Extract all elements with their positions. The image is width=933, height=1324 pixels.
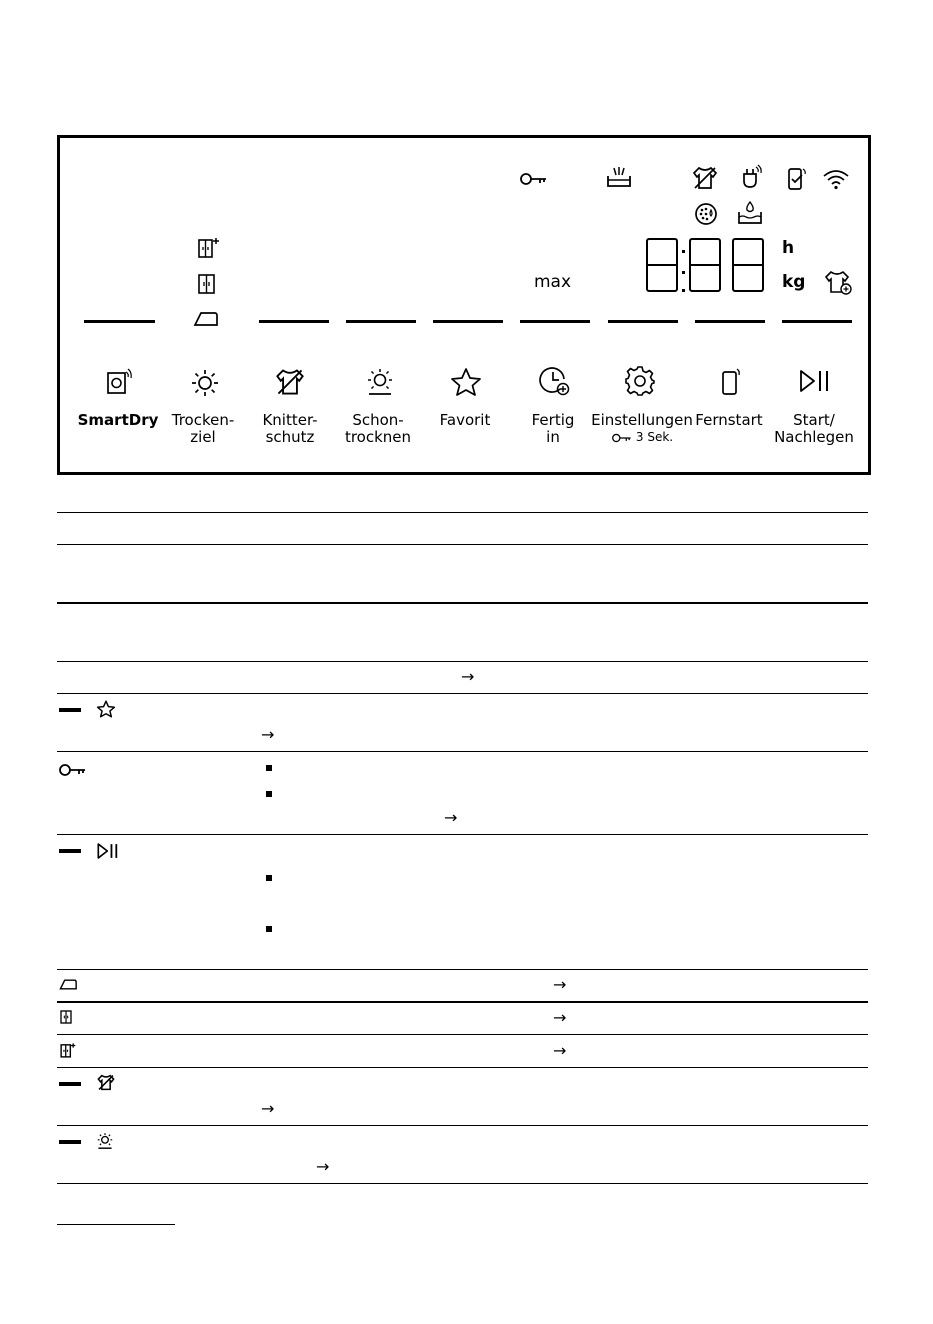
table-rule (57, 544, 868, 545)
table-header-rule (57, 602, 868, 604)
table-rule (57, 834, 868, 835)
indicator-bar-favorit (433, 320, 503, 323)
hold-duration-label: 3 Sek. (635, 430, 674, 444)
table-rule (57, 1001, 868, 1003)
indicator-bar-smartdry (84, 320, 155, 323)
water-tank-icon (737, 200, 763, 226)
indicator-dash (59, 1082, 81, 1086)
indicator-bar-start (782, 320, 852, 323)
reference-arrow: → (261, 725, 275, 744)
trockenziel-label-line1: Trocken- (171, 411, 235, 429)
reference-arrow: → (261, 1099, 275, 1118)
iron-dry-icon (193, 310, 221, 328)
fernstart-label: Fernstart (695, 411, 763, 429)
plug-icon (740, 164, 762, 190)
favorit-label: Favorit (439, 411, 491, 429)
start-nachlegen-button[interactable] (759, 412, 869, 446)
knitterschutz-label-line2: schutz (265, 428, 315, 446)
cupboard-dry-icon (196, 272, 220, 296)
table-rule (57, 1125, 868, 1126)
start-label-line1: Start/ (793, 411, 835, 429)
key-icon (611, 433, 633, 443)
dryer-filter-icon (694, 202, 718, 226)
indicator-dash (59, 708, 81, 712)
hour-unit-label: h (782, 238, 795, 258)
indicator-bar-fernstart (695, 320, 765, 323)
remote-phone-icon (786, 166, 808, 192)
reference-arrow: → (316, 1157, 330, 1176)
no-wrinkle-shirt-icon (692, 166, 718, 190)
shirt-plus-icon (824, 270, 854, 296)
reference-arrow: → (553, 1008, 567, 1027)
cupboard-dry-plus-icon (196, 236, 220, 260)
gear-icon[interactable] (624, 365, 656, 397)
einstellungen-label: Einstellungen (591, 411, 693, 429)
indicator-dash (59, 849, 81, 853)
footnote-rule (57, 1224, 175, 1225)
reference-arrow: → (461, 667, 475, 686)
indicator-bar-einstellungen (608, 320, 678, 323)
wifi-icon (822, 168, 850, 190)
table-rule (57, 751, 868, 752)
fertig-in-label-line1: Fertig (531, 411, 575, 429)
control-panel (57, 135, 871, 475)
table-rule (57, 1183, 868, 1184)
start-label-line2: Nachlegen (774, 428, 854, 446)
bullet (266, 875, 272, 881)
indicator-bar-knitterschutz (259, 320, 329, 323)
schontrocknen-label-line1: Schon- (352, 411, 404, 429)
table-rule (57, 1034, 868, 1035)
table-rule (57, 1067, 868, 1068)
favorite-star-icon[interactable] (450, 367, 482, 397)
start-pause-icon[interactable] (798, 368, 832, 394)
knitterschutz-label-line1: Knitter- (262, 411, 318, 429)
max-load-label: max (534, 272, 572, 292)
reference-arrow: → (553, 1041, 567, 1060)
einstellungen-hold-hint (577, 429, 707, 446)
cupboard-dry-icon (59, 1009, 75, 1025)
indicator-bar-schontrocknen (346, 320, 416, 323)
gentle-dry-icon (96, 1132, 114, 1150)
no-wrinkle-shirt-icon[interactable] (275, 367, 305, 397)
smartdry-icon[interactable] (105, 368, 133, 396)
table-rule (57, 512, 868, 513)
sun-dry-target-icon[interactable] (190, 368, 220, 398)
reference-arrow: → (553, 975, 567, 994)
lint-filter-icon (606, 166, 632, 188)
key-icon (520, 172, 548, 186)
start-pause-icon (96, 842, 120, 860)
no-wrinkle-shirt-icon (97, 1074, 115, 1091)
cupboard-dry-plus-icon (59, 1042, 76, 1059)
smartdry-label: SmartDry (77, 411, 159, 429)
gentle-dry-icon[interactable] (365, 367, 395, 397)
indicator-dash (59, 1140, 81, 1144)
iron-dry-icon (59, 978, 79, 991)
finish-in-clock-icon[interactable] (538, 364, 572, 398)
schontrocknen-label-line2: trocknen (344, 428, 412, 446)
fertig-in-label-line2: in (546, 428, 560, 446)
favorite-star-icon (96, 700, 116, 718)
table-rule (57, 661, 868, 662)
kg-unit-label: kg (782, 272, 806, 292)
bullet (266, 926, 272, 932)
reference-arrow: → (444, 808, 458, 827)
remote-start-phone-icon[interactable] (720, 366, 744, 398)
bullet (266, 765, 272, 771)
indicator-bar-fertig-in (520, 320, 590, 323)
bullet (266, 791, 272, 797)
trockenziel-label-line2: ziel (190, 428, 216, 446)
key-icon (59, 763, 87, 777)
table-rule (57, 693, 868, 694)
table-rule (57, 969, 868, 970)
